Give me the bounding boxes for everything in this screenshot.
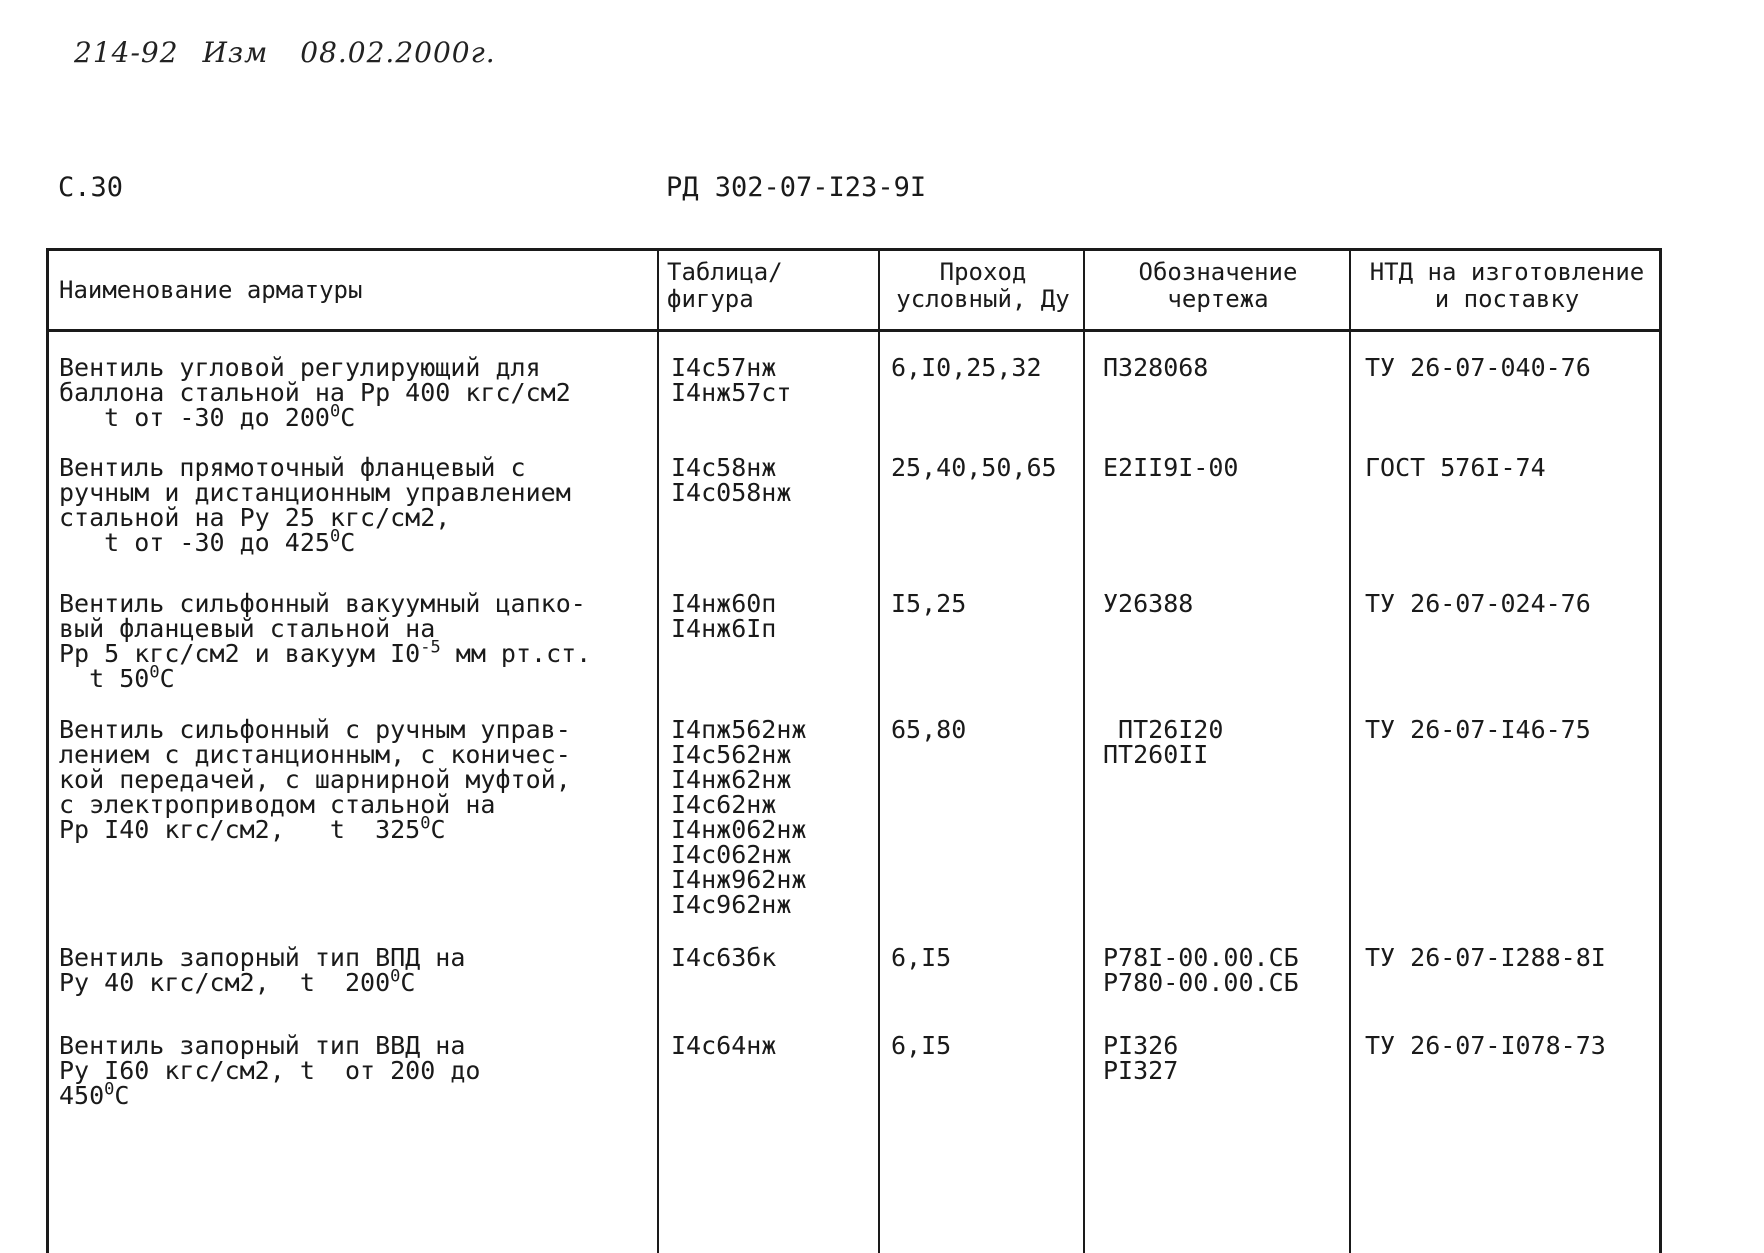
row-name: Вентиль запорный тип ВВД на Ру I60 кгс/см2, t от 200 до $450^0С$ [59, 1031, 481, 1110]
row-figures: I4пж562нж I4с562нж I4нж62нж I4с62нж I4нж062нж I4с062нж I4нж962нж I4с962нж [671, 715, 807, 919]
header-divider [49, 329, 1659, 332]
row-bore: 65,80 [891, 715, 967, 744]
header-name: Наименование арматуры [59, 276, 363, 304]
column-divider [1349, 251, 1351, 1253]
header-table-figure: Таблица/ фигура [667, 258, 783, 313]
document-code: РД 302-07-I23-9I [666, 172, 927, 203]
column-divider [878, 251, 880, 1253]
row-name: Вентиль запорный тип ВПД на Ру 40 кгс/см2, t $200^0С$ [59, 943, 466, 997]
header-drawing: Обозначение чертежа [1138, 258, 1298, 313]
row-figures: I4с57нж I4нж57ст [671, 353, 792, 407]
note-number: 214-92 [74, 36, 179, 69]
row-name: Вентиль сильфонный вакуумный цапко- вый фланцевый стальной на Рр 5 кгс/см2 и вакуум $I0^{-5}$ мм рт.ст. t $50^0С$ [59, 589, 592, 693]
row-drawing: П328068 [1103, 353, 1209, 382]
row-ntd: ТУ 26-07-I288-8I [1365, 943, 1606, 972]
row-bore: 25,40,50,65 [891, 453, 1057, 482]
row-figures: I4с58нж I4с058нж [671, 453, 792, 507]
page-number: С.30 [58, 172, 124, 203]
fittings-table [46, 248, 1662, 1253]
row-ntd: ТУ 26-07-I078-73 [1365, 1031, 1606, 1060]
row-drawing: ПТ26I20 ПТ260II [1103, 715, 1224, 769]
header-nominal-bore: Проход условный, Ду [896, 258, 1070, 313]
handwritten-note [74, 36, 496, 69]
row-name: Вентиль сильфонный с ручным управ- лением с дистанционным, с коничес- кой передачей, с шарнирной муфтой, с электроприводом стальной на Рр I40 кгс/см2, t $325^0С$ [59, 715, 571, 844]
row-bore: I5,25 [891, 589, 967, 618]
row-name: Вентиль прямоточный фланцевый с ручным и дистанционным управлением стальной на Ру 25 кгс/см2, t от -30 до $425^0С$ [59, 453, 571, 557]
row-ntd: ТУ 26-07-040-76 [1365, 353, 1591, 382]
row-ntd: ТУ 26-07-024-76 [1365, 589, 1591, 618]
row-bore: 6,I0,25,32 [891, 353, 1042, 382]
row-drawing: Р78I-00.00.СБ Р780-00.00.СБ [1103, 943, 1299, 997]
column-divider [657, 251, 659, 1253]
row-drawing: Е2II9I-00 [1103, 453, 1239, 482]
row-drawing: У26388 [1103, 589, 1194, 618]
column-divider [1083, 251, 1085, 1253]
row-ntd: ТУ 26-07-I46-75 [1365, 715, 1591, 744]
row-figures: I4с64нж [671, 1031, 777, 1060]
row-drawing: PI326 PI327 [1103, 1031, 1179, 1085]
note-signature: Изм [202, 36, 269, 69]
note-date: 08.02.2000г. [300, 36, 496, 69]
row-bore: 6,I5 [891, 1031, 952, 1060]
row-figures: I4с63бк [671, 943, 777, 972]
row-bore: 6,I5 [891, 943, 952, 972]
row-ntd: ГОСТ 576I-74 [1365, 453, 1546, 482]
header-ntd: НТД на изготовление и поставку [1369, 258, 1645, 313]
row-figures: I4нж60п I4нж6Iп [671, 589, 777, 643]
row-name: Вентиль угловой регулирующий для баллона стальной на Рр 400 кгс/см2 t от -30 до $200^0С$ [59, 353, 571, 432]
